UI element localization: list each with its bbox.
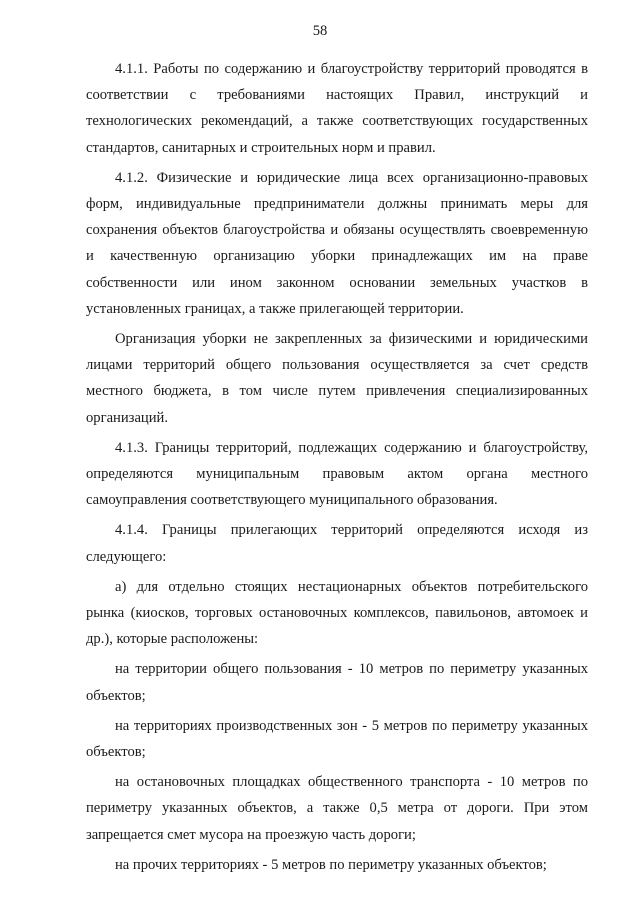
paragraph-public-territory: на территории общего пользования - 10 метров по периметру указанных объектов; (86, 661, 588, 704)
paragraph-4-1-1: 4.1.1. Работы по содержанию и благоустройству территорий проводятся в соответствии с требованиями настоящих Правил, инструкций и технологических рекомендаций, а также соответствующих государственных стандартов, санитарных и строительных норм и правил. (86, 61, 588, 156)
paragraph-other-territories: на прочих территориях - 5 метров по периметру указанных объектов; (115, 856, 547, 873)
paragraph-4-1-4: 4.1.4. Границы прилегающих территорий определяются исходя из следующего: (86, 522, 588, 565)
paragraph-industrial-zones: на территориях производственных зон - 5 метров по периметру указанных объектов; (86, 717, 588, 761)
paragraph-item-a: а) для отдельно стоящих нестационарных объектов потребительского рынка (киосков, торговых остановочных комплексов, павильонов, автомоек и др.), которые расположены: (86, 578, 588, 648)
paragraph-transport-stops: на остановочных площадках общественного транспорта - 10 метров по периметру указанных объектов, а также 0,5 метра от дороги. При этом запрещается смет мусора на проезжую часть дороги; (86, 774, 588, 843)
paragraph-4-1-3: 4.1.3. Границы территорий, подлежащих содержанию и благоустройству, определяются муниципальным правовым актом органа местного самоуправления соответствующего муниципального образования. (86, 439, 588, 509)
document-body (86, 56, 588, 882)
page-number: 58 (312, 23, 328, 39)
paragraph-cleaning-organization: Организация уборки не закрепленных за физическими и юридическими лицами территорий общего пользования осуществляется за счет средств местного бюджета, в том числе путем привлечения специализированных организаций. (86, 331, 588, 426)
paragraph-4-1-2: 4.1.2. Физические и юридические лица всех организационно-правовых форм, индивидуальные предприниматели должны принимать меры для сохранения объектов благоустройства и обязаны осуществлять своевременную и качественную организацию уборки принадлежащих им на праве собственности или ином законном основании земельных участков в установленных границах, а также прилегающей территории. (86, 169, 588, 317)
